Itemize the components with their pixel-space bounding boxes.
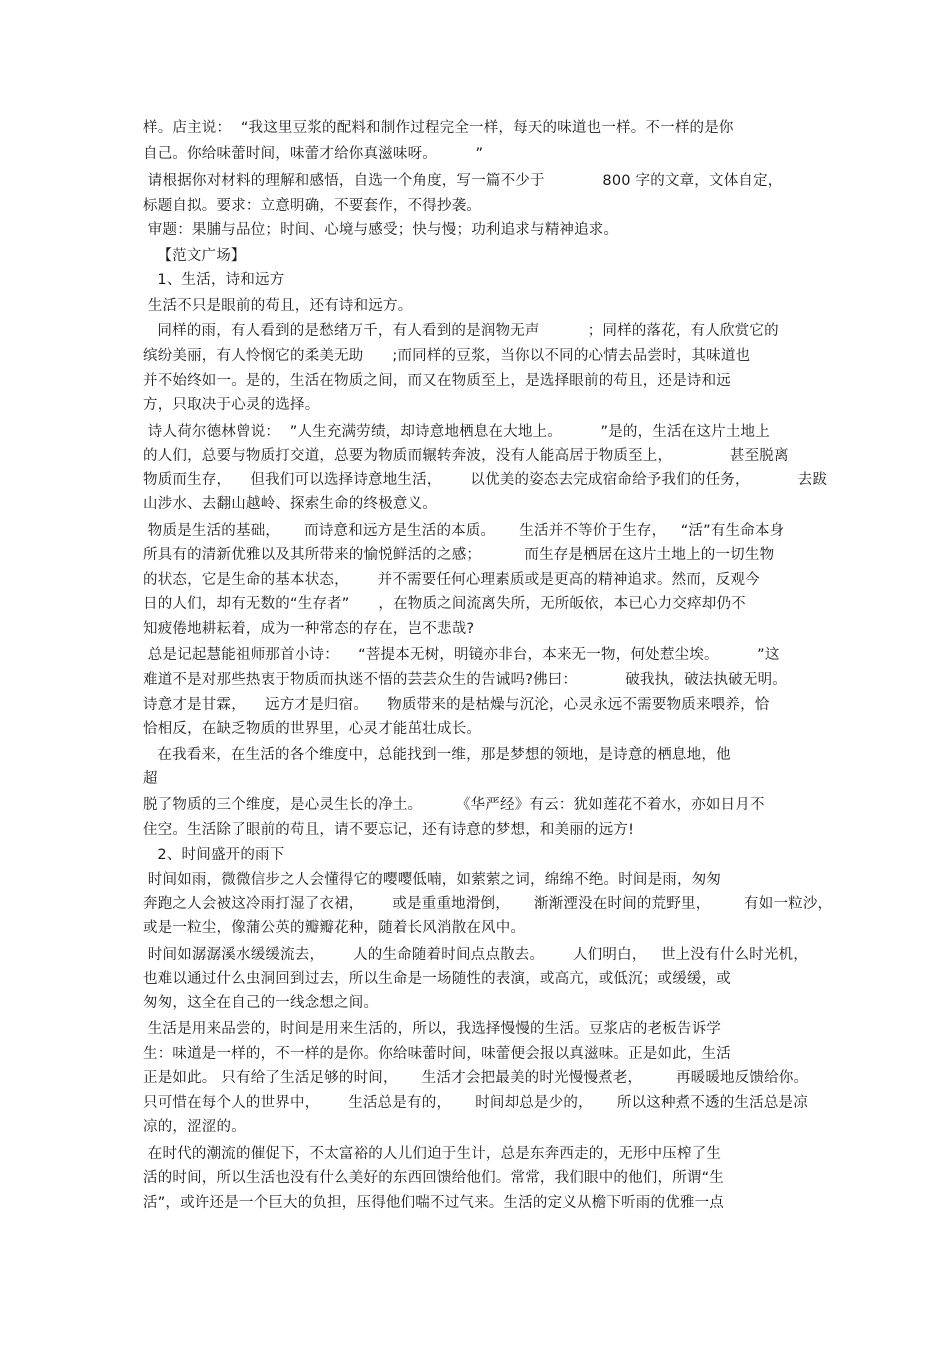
- text-line: 请根据你对材料的理解和感悟，自选一个角度，写一篇不少于 800 字的文章，文体自定，: [143, 173, 783, 189]
- text-line: 也难以通过什么虫洞回到过去，所以生命是一场随性的表演，或高亢，或低沉；或缓缓，或: [143, 971, 731, 987]
- text-line: 诗意才是甘霖， 远方才是归宿。 物质带来的是枯燥与沉沦，心灵永远不需要物质来喂养，恰: [143, 697, 770, 713]
- text-line: 活”，或许还是一个巨大的负担，压得他们喘不过气来。生活的定义从檐下听雨的优雅一点: [143, 1195, 725, 1211]
- text-line: 时间如雨，微微信步之人会懂得它的嘤嘤低喃，如萦萦之词，绵绵不绝。时间是雨，匆匆: [143, 872, 722, 888]
- text-line: 脱了物质的三个维度，是心灵生长的净土。 《华严经》有云：犹如莲花不着水，亦如日月不: [143, 797, 765, 813]
- text-line: 物质而生存， 但我们可以选择诗意地生活， 以优美的姿态去完成宿命给予我们的任务， 去跋: [143, 472, 828, 488]
- text-line: 的人们，总要与物质打交道，总要为物质而辗转奔波，没有人能高居于物质至上， 甚至脱离: [143, 448, 789, 464]
- text-line: 恰相反，在缺乏物质的世界里，心灵才能茁壮成长。: [143, 721, 482, 737]
- text-line: 在时代的潮流的催促下，不太富裕的人儿们迫于生计，总是东奔西走的，无形中压榨了生: [143, 1146, 722, 1162]
- text-line: 所具有的清新优雅以及其所带来的愉悦鲜活的之感； 而生存是栖居在这片土地上的一切生物: [143, 547, 775, 563]
- text-line: 超: [143, 771, 158, 787]
- text-line: 奔跑之人会被这冷雨打湿了衣裙， 或是重重地滑倒， 渐渐湮没在时间的荒野里， 有如一粒沙，: [143, 896, 833, 912]
- section-heading: 【范文广场】: [143, 248, 246, 264]
- text-line: 住空。生活除了眼前的苟且，请不要忘记，还有诗意的梦想，和美丽的远方!: [143, 822, 635, 838]
- text-line: 在我看来，在生活的各个维度中，总能找到一维，那是梦想的领地，是诗意的栖息地，他: [143, 747, 731, 763]
- text-line: 正是如此。 只有给了生活足够的时间， 生活才会把最美的时光慢慢煮老， 再暖暖地反馈给你。: [143, 1070, 809, 1086]
- text-line: 标题自拟。要求：立意明确，不要套作，不得抄袭。: [143, 198, 482, 214]
- text-line: 日的人们，却有无数的“生存者” ，在物质之间流离失所，无所皈依，本已心力交瘁却仍不: [143, 596, 746, 612]
- essay-title: 1、生活，诗和远方: [143, 272, 285, 288]
- text-line: 缤纷美丽，有人怜悯它的柔美无助 ;而同样的豆浆，当你以不同的心情去品尝时，其味道也: [143, 348, 751, 364]
- text-line: 总是记起慧能祖师那首小诗： “菩提本无树，明镜亦非台，本来无一物，何处惹尘埃。 ”这: [143, 647, 780, 663]
- text-line: 方，只取决于心灵的选择。: [143, 397, 320, 413]
- text-line: 时间如潺潺溪水缓缓流去， 人的生命随着时间点点散去。 人们明白， 世上没有什么时光机，: [143, 947, 808, 963]
- text-line: 诗人荷尔德林曾说： ”人生充满劳绩，却诗意地栖息在大地上。 ”是的，生活在这片土地上: [143, 424, 770, 440]
- text-line: 生活不只是眼前的苟且，还有诗和远方。: [143, 298, 413, 314]
- text-line: 凉的，涩涩的。: [143, 1119, 246, 1135]
- text-line: 并不始终如一。是的，生活在物质之间，而又在物质至上，是选择眼前的苟且，还是诗和远: [143, 373, 731, 389]
- text-line: 物质是生活的基础， 而诗意和远方是生活的本质。 生活并不等价于生存， “活”有生命本身: [143, 523, 785, 539]
- text-line: 或是一粒尘，像蒲公英的瓣瓣花种，随着长风消散在风中。: [143, 920, 526, 936]
- text-line: 生活是用来品尝的，时间是用来生活的，所以，我选择慢慢的生活。豆浆店的老板告诉学: [143, 1021, 722, 1037]
- text-line: 难道不是对那些热衷于物质而执迷不悟的芸芸众生的告诫吗?佛曰： 破我执，破法执破无明。: [143, 672, 787, 688]
- text-line: 的状态，它是生命的基本状态， 并不需要任何心理素质或是更高的精神追求。然而，反观今: [143, 572, 760, 588]
- text-line: 样。店主说： “我这里豆浆的配料和制作过程完全一样，每天的味道也一样。不一样的是你: [143, 120, 734, 136]
- text-line: 自己。你给味蕾时间，味蕾才给你真滋味呀。 ”: [143, 146, 484, 162]
- text-line: 生：味道是一样的，不一样的是你。你给味蕾时间，味蕾便会报以真滋味。正是如此，生活: [143, 1046, 731, 1062]
- text-line: 匆匆，这全在自己的一线念想之间。: [143, 995, 379, 1011]
- text-line: 知疲倦地耕耘着，成为一种常态的存在，岂不悲哉?: [143, 621, 475, 637]
- text-line: 只可惜在每个人的世界中， 生活总是有的， 时间却总是少的， 所以这种煮不透的生活总是凉: [143, 1095, 808, 1111]
- text-line: 活的时间，所以生活也没有什么美好的东西回馈给他们。常常，我们眼中的他们，所谓“生: [143, 1170, 725, 1186]
- text-line: 山涉水、去翻山越岭、探索生命的终极意义。: [143, 496, 437, 512]
- text-line: 同样的雨，有人看到的是愁绪万千，有人看到的是润物无声 ；同样的落花，有人欣赏它的: [143, 323, 779, 339]
- essay-title: 2、时间盛开的雨下: [143, 847, 285, 863]
- text-line: 审题：果脯与品位；时间、心境与感受；快与慢；功利追求与精神追求。: [143, 222, 619, 238]
